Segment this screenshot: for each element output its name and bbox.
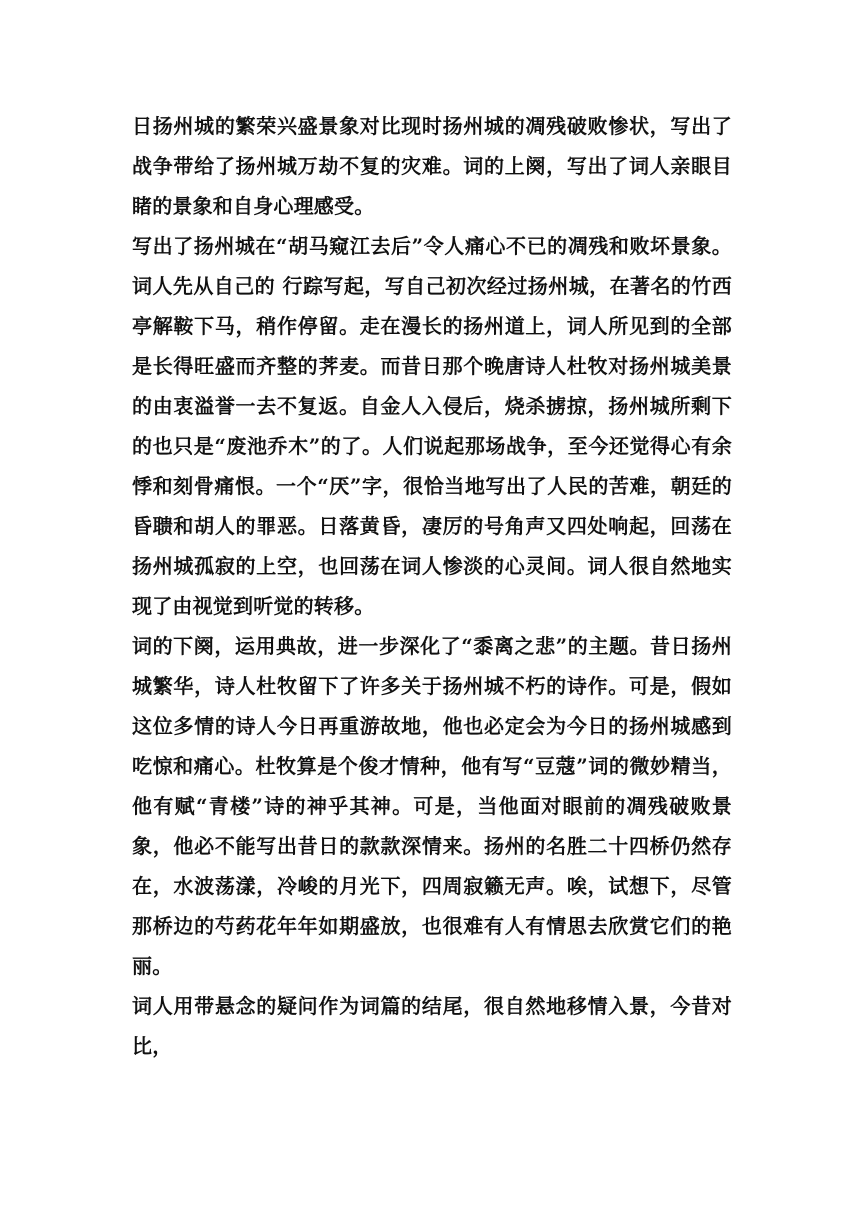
paragraph-4: 词人用带悬念的疑问作为词篇的结尾，很自然地移情入景，今昔对比， xyxy=(132,994,732,1058)
document-body xyxy=(132,106,732,1066)
paragraph-1: 日扬州城的繁荣兴盛景象对比现时扬州城的凋残破败惨状，写出了战争带给了扬州城万劫不复的灾难。词的上阕，写出了词人亲眼目睹的景象和自身心理感受。 xyxy=(132,114,732,218)
paragraph-2: 写出了扬州城在“胡马窥江去后”令人痛心不已的凋残和败坏景象。词人先从自己的 行踪写起，写自己初次经过扬州城，在著名的竹西亭解鞍下马，稍作停留。走在漫长的扬州道上，词人所见到的全部是长得旺盛而齐整的荠麦。而昔日那个晚唐诗人杜牧对扬州城美景的由衷溢誉一去不复返。自金人入侵后，烧杀掳掠，扬州城所剩下的也只是“废池乔木”的了。人们说起那场战争，至今还觉得心有余悸和刻骨痛恨。一个“厌”字，很恰当地写出了人民的苦难，朝廷的昏聩和胡人的罪恶。日落黄昏，凄厉的号角声又四处响起，回荡在扬州城孤寂的上空，也回荡在词人惨淡的心灵间。词人很自然地实现了由视觉到听觉的转移。 xyxy=(132,234,732,618)
paragraph-3: 词的下阕，运用典故，进一步深化了“黍离之悲”的主题。昔日扬州城繁华，诗人杜牧留下了许多关于扬州城不朽的诗作。可是，假如这位多情的诗人今日再重游故地，他也必定会为今日的扬州城感到吃惊和痛心。杜牧算是个俊才情种，他有写“豆蔻”词的微妙精当，他有赋“青楼”诗的神乎其神。可是，当他面对眼前的凋残破败景象，他必不能写出昔日的款款深情来。扬州的名胜二十四桥仍然存在，水波荡漾，冷峻的月光下，四周寂籁无声。唉，试想下，尽管那桥边的芍药花年年如期盛放，也很难有人有情思去欣赏它们的艳丽。 xyxy=(132,634,732,978)
